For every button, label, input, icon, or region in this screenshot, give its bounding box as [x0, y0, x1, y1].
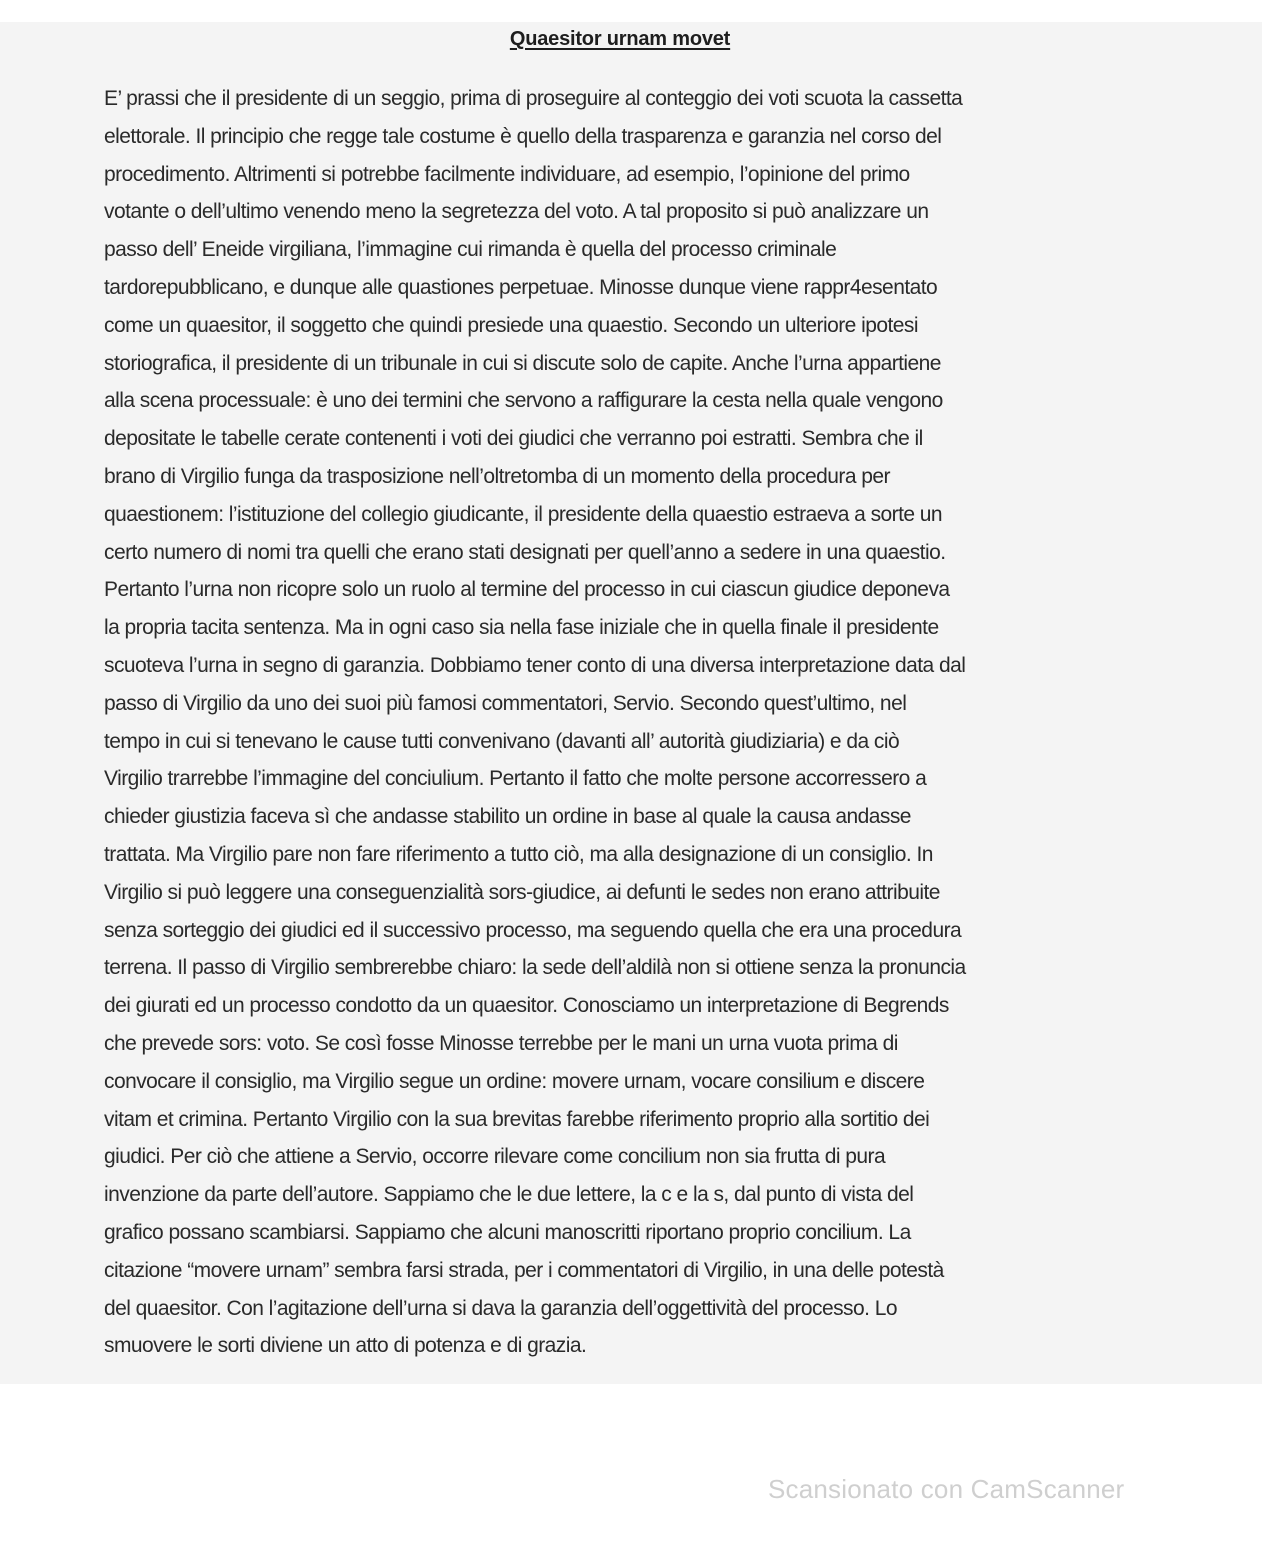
paragraph-line: tempo in cui si tenevano le cause tutti convenivano (davanti all’ autorità giudiziaria) e da ciò	[104, 729, 900, 753]
paragraph-line: trattata. Ma Virgilio pare non fare riferimento a tutto ciò, ma alla designazione di un consiglio. In	[104, 842, 933, 866]
paragraph-line: vitam et crimina. Pertanto Virgilio con la sua brevitas farebbe riferimento proprio alla sortitio dei	[104, 1107, 930, 1131]
paragraph-line: quaestionem: l’istituzione del collegio giudicante, il presidente della quaestio estraeva a sorte un	[104, 502, 943, 526]
paragraph-line: alla scena processuale: è uno dei termini che servono a raffigurare la cesta nella quale vengono	[104, 389, 943, 413]
paragraph-line: del quaesitor. Con l’agitazione dell’urna si dava la garanzia dell’oggettività del processo. Lo	[104, 1296, 897, 1320]
paragraph-line: depositate le tabelle cerate contenenti i voti dei giudici che verranno poi estratti. Sembra che il	[104, 427, 923, 451]
document-body	[104, 80, 1164, 1365]
paragraph-line: tardorepubblicano, e dunque alle quastiones perpetuae. Minosse dunque viene rappr4esentato	[104, 275, 938, 299]
paragraph-line: terrena. Il passo di Virgilio sembrerebbe chiaro: la sede dell’aldilà non si ottiene senza la pronuncia	[104, 956, 966, 980]
paragraph-line: convocare il consiglio, ma Virgilio segue un ordine: movere urnam, vocare consilium e discere	[104, 1069, 925, 1093]
paragraph-line: brano di Virgilio funga da trasposizione nell’oltretomba di un momento della procedura per	[104, 464, 890, 488]
paragraph-line: senza sorteggio dei giudici ed il successivo processo, ma seguendo quella che era una procedura	[104, 918, 962, 942]
paragraph-line: grafico possano scambiarsi. Sappiamo che alcuni manoscritti riportano proprio concilium. La	[104, 1220, 911, 1244]
paragraph-line: come un quaesitor, il soggetto che quindi presiede una quaestio. Secondo un ulteriore ipotesi	[104, 313, 918, 337]
paragraph-line: dei giurati ed un processo condotto da un quaesitor. Conosciamo un interpretazione di Begrends	[104, 994, 949, 1018]
paragraph-line: citazione “movere urnam” sembra farsi strada, per i commentatori di Virgilio, in una delle potestà	[104, 1258, 944, 1282]
camscanner-watermark: Scansionato con CamScanner	[768, 1474, 1125, 1504]
paragraph-line: E’ prassi che il presidente di un seggio, prima di proseguire al conteggio dei voti scuota la cassetta	[104, 87, 963, 110]
paragraph-line: invenzione da parte dell’autore. Sappiamo che le due lettere, la c e la s, dal punto di vista del	[104, 1183, 914, 1207]
paragraph-line: smuovere le sorti diviene un atto di potenza e di grazia.	[104, 1334, 587, 1358]
paragraph-line: procedimento. Altrimenti si potrebbe facilmente individuare, ad esempio, l’opinione del primo	[104, 162, 910, 186]
paragraph-line: Virgilio trarrebbe l’immagine del conciulium. Pertanto il fatto che molte persone accorressero a	[104, 767, 927, 791]
paragraph-line: storiografica, il presidente di un tribunale in cui si discute solo de capite. Anche l’urna appartiene	[104, 351, 941, 375]
paragraph-line: passo dell’ Eneide virgiliana, l’immagine cui rimanda è quella del processo criminale	[104, 238, 837, 262]
paragraph-line: la propria tacita sentenza. Ma in ogni caso sia nella fase iniziale che in quella finale il presidente	[104, 616, 939, 640]
document-title: Quaesitor urnam movet	[509, 28, 731, 50]
paragraph-line: chieder giustizia faceva sì che andasse stabilito un ordine in base al quale la causa andasse	[104, 805, 911, 829]
paragraph-line: certo numero di nomi tra quelli che erano stati designati per quell’anno a sedere in una quaestio.	[104, 540, 946, 564]
paragraph-line: che prevede sors: voto. Se così fosse Minosse terrebbe per le mani un urna vuota prima di	[104, 1031, 898, 1055]
paragraph-line: giudici. Per ciò che attiene a Servio, occorre rilevare come concilium non sia frutta di pura	[104, 1145, 886, 1169]
paragraph-line: elettorale. Il principio che regge tale costume è quello della trasparenza e garanzia nel corso del	[104, 124, 942, 148]
paragraph-line: Pertanto l’urna non ricopre solo un ruolo al termine del processo in cui ciascun giudice deponeva	[104, 578, 950, 602]
paragraph-line: Virgilio si può leggere una conseguenzialità sors-giudice, ai defunti le sedes non erano attribuite	[104, 880, 940, 904]
paragraph-line: scuoteva l’urna in segno di garanzia. Dobbiamo tener conto di una diversa interpretazione data dal	[104, 653, 966, 677]
paragraph-line: votante o dell’ultimo venendo meno la segretezza del voto. A tal proposito si può analizzare un	[104, 200, 929, 224]
paragraph-line: passo di Virgilio da uno dei suoi più famosi commentatori, Servio. Secondo quest’ultimo, nel	[104, 691, 907, 715]
